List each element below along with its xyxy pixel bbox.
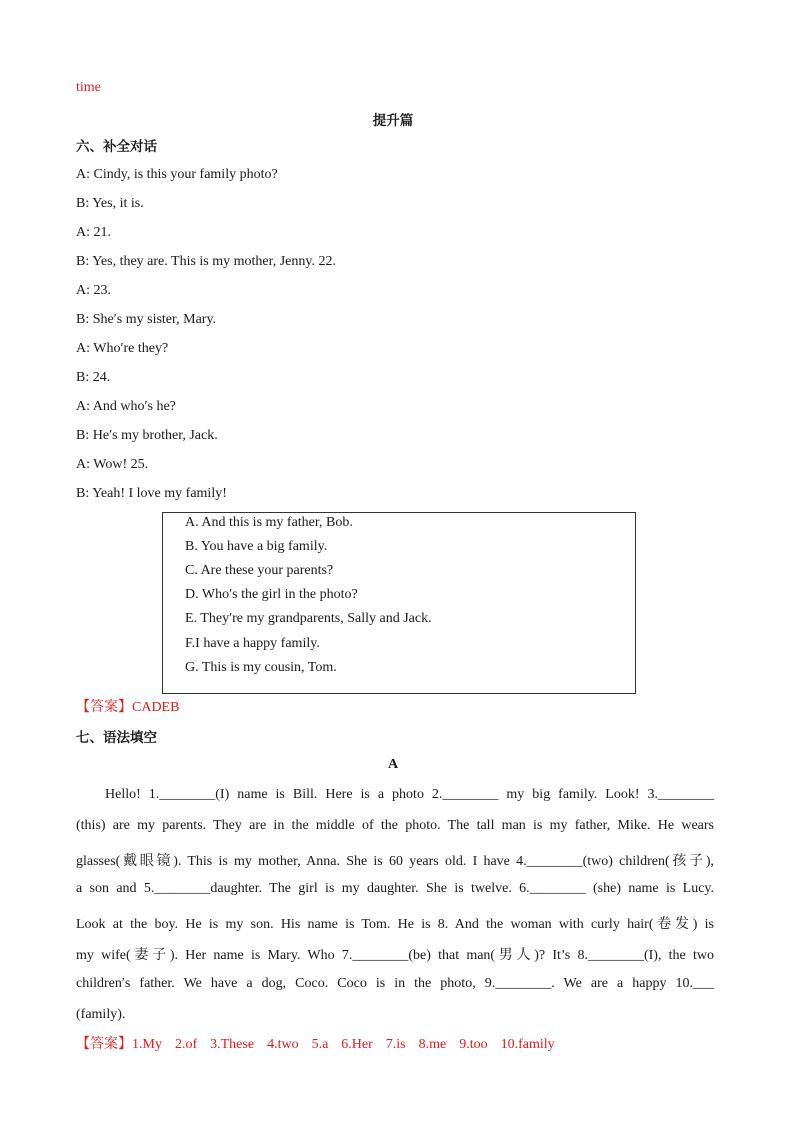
option-item: C. Are these your parents? bbox=[185, 563, 334, 578]
answer-item: 1.My bbox=[132, 1037, 162, 1052]
dialogue-line: A: Cindy, is this your family photo? bbox=[76, 167, 278, 182]
dialogue-line: B: Yeah! I love my family! bbox=[76, 486, 227, 501]
answer-item: 5.a bbox=[311, 1037, 329, 1052]
option-item: D. Who′s the girl in the photo? bbox=[185, 587, 358, 602]
answer-item: 3.These bbox=[210, 1037, 255, 1052]
dialogue-line: A: 21. bbox=[76, 225, 111, 240]
passage-line: my wife(妻子). Her name is Mary. Who 7.________(be) that man(男人)? It’s 8.________(I), the two bbox=[76, 948, 714, 963]
dialogue-line: A: 23. bbox=[76, 283, 111, 298]
option-item: G. This is my cousin, Tom. bbox=[185, 660, 337, 675]
option-item: E. They′re my grandparents, Sally and Jack. bbox=[185, 611, 432, 626]
option-item: B. You have a big family. bbox=[185, 539, 328, 554]
part6-answer: 【答案】CADEB bbox=[76, 700, 180, 715]
passage-line: (family). bbox=[76, 1007, 126, 1022]
part6-heading: 六、补全对话 bbox=[76, 139, 157, 155]
part7-heading: 七、语法填空 bbox=[76, 730, 157, 746]
section-title: 提升篇 bbox=[372, 113, 414, 129]
dialogue-line: B: 24. bbox=[76, 370, 111, 385]
dialogue-line: A: And who′s he? bbox=[76, 399, 176, 414]
answer-item: 10.family bbox=[500, 1037, 555, 1052]
options-box bbox=[162, 512, 636, 694]
part7-subheading: A bbox=[387, 757, 399, 772]
passage-line: Look at the boy. He is my son. His name is Tom. He is 8. And the woman with curly hair(卷发) is bbox=[76, 917, 714, 932]
answer-label: 【答案】 bbox=[76, 1037, 132, 1052]
answer-item: 4.two bbox=[267, 1037, 299, 1052]
passage-line: Hello! 1.________(I) name is Bill. Here is a photo 2.________ my big family. Look! 3.________ bbox=[105, 787, 714, 802]
dialogue-line: A: Wow! 25. bbox=[76, 457, 149, 472]
dialogue-line: B: Yes, they are. This is my mother, Jenny. 22. bbox=[76, 254, 336, 269]
answer-item: 2.of bbox=[174, 1037, 198, 1052]
passage-line: (this) are my parents. They are in the middle of the photo. The tall man is my father, Mike. He wears bbox=[76, 818, 714, 833]
answer-item: 6.Her bbox=[341, 1037, 373, 1052]
passage-line: children′s father. We have a dog, Coco. Coco is in the photo, 9.________. We are a happy 10.___ bbox=[76, 976, 714, 991]
dialogue-line: A: Who′re they? bbox=[76, 341, 169, 356]
dialogue-line: B: She′s my sister, Mary. bbox=[76, 312, 217, 327]
answer-item: 8.me bbox=[418, 1037, 447, 1052]
option-item: A. And this is my father, Bob. bbox=[185, 515, 353, 530]
dialogue-line: B: Yes, it is. bbox=[76, 196, 144, 211]
part7-answer bbox=[76, 1036, 568, 1054]
option-item: F.I have a happy family. bbox=[185, 636, 320, 651]
top-word: time bbox=[76, 80, 101, 95]
passage-line: a son and 5.________daughter. The girl is my daughter. She is twelve. 6.________ (she) name is Lucy. bbox=[76, 881, 714, 896]
passage-line: glasses(戴眼镜). This is my mother, Anna. She is 60 years old. I have 4.________(two) children(孩子), bbox=[76, 854, 714, 869]
answer-item: 9.too bbox=[459, 1037, 488, 1052]
dialogue-line: B: He′s my brother, Jack. bbox=[76, 428, 218, 443]
answer-item: 7.is bbox=[385, 1037, 406, 1052]
